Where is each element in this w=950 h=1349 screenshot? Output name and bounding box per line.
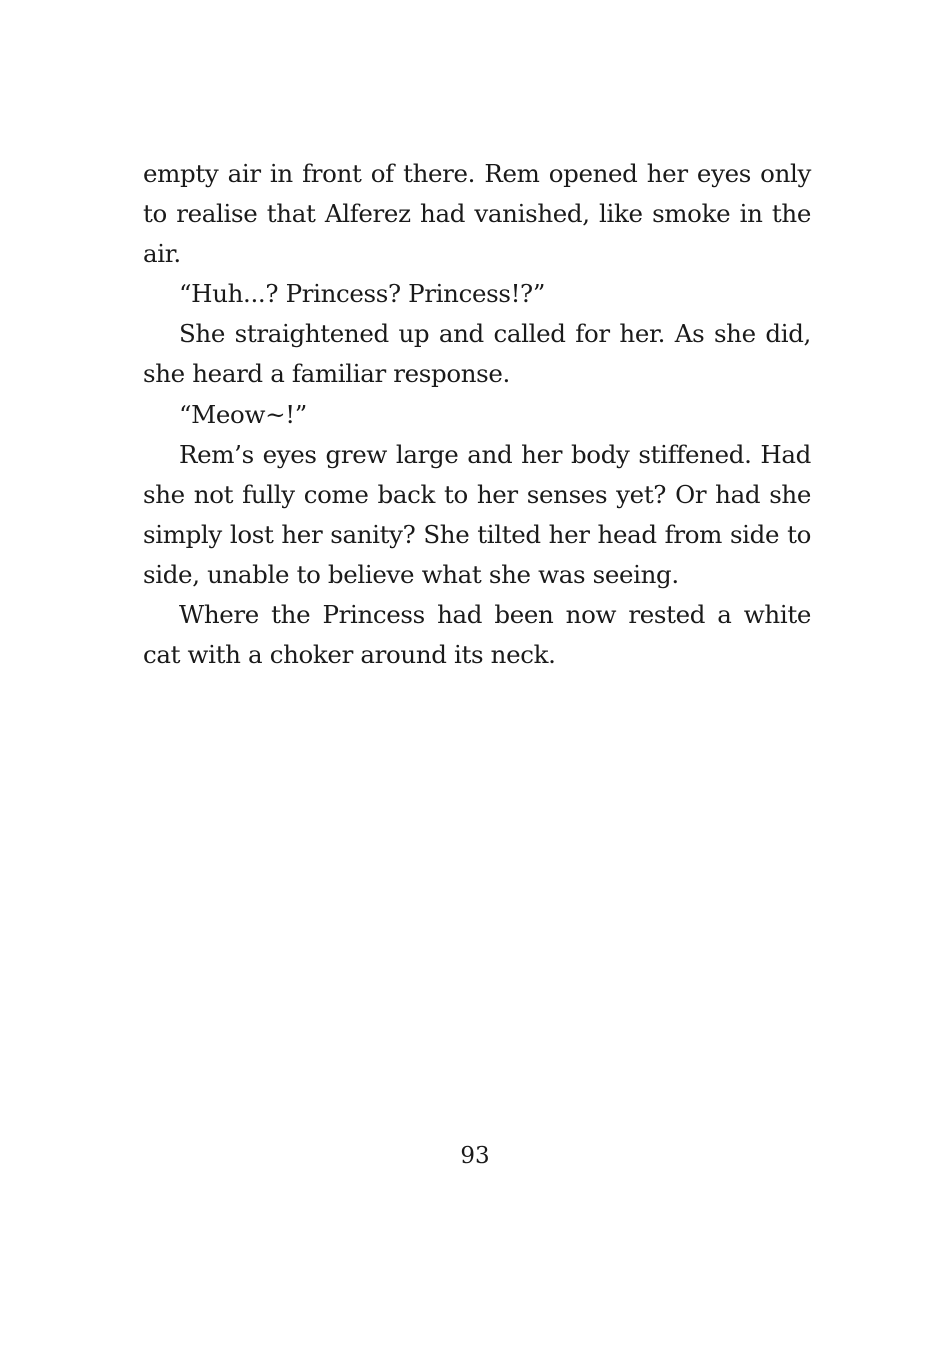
paragraph-rem-stiffened: Rem’s eyes grew large and her body stiffened. Had she not fully come back to her senses yet? Or had she simply lost her sanity? She tilted her head from side to side, unable to believe what she was seeing.	[143, 439, 811, 589]
paragraph-white-cat: Where the Princess had been now rested a white cat with a choker around its neck.	[143, 600, 811, 670]
paragraph-continuation: empty air in front of there. Rem opened her eyes only to realise that Alferez had vanished, like smoke in the air.	[143, 159, 811, 269]
paragraph-called-for-her: She straightened up and called for her. As she did, she heard a familiar response.	[143, 319, 811, 389]
paragraph-dialogue-princess: “Huh...? Princess? Princess!?”	[179, 279, 546, 309]
body-text	[143, 154, 811, 675]
paragraph-dialogue-meow: “Meow~!”	[179, 399, 307, 429]
page-number: 93	[460, 1143, 490, 1169]
